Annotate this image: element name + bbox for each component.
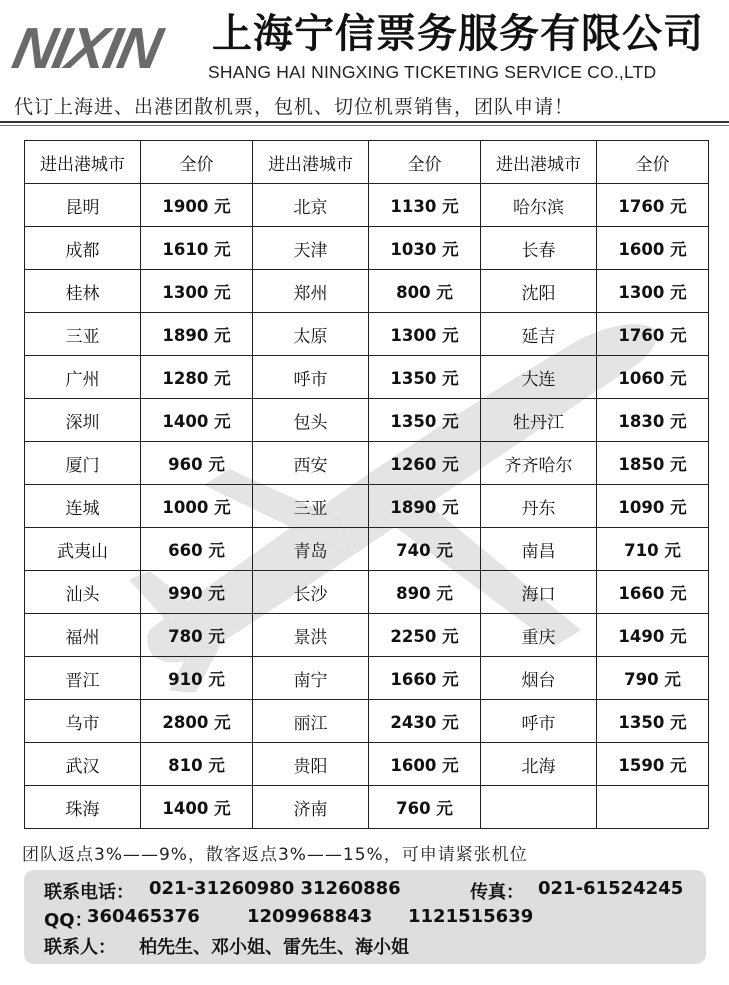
column-header-city-1: 进出港城市 bbox=[25, 141, 141, 184]
price-cell: 960 元 bbox=[141, 442, 253, 485]
company-name-en: SHANG HAI NINGXING TICKETING SERVICE CO.,LTD bbox=[208, 62, 657, 82]
city-cell: 烟台 bbox=[481, 657, 597, 700]
column-header-city-3: 进出港城市 bbox=[481, 141, 597, 184]
qq-number-1: 360465376 bbox=[87, 906, 200, 927]
table-row bbox=[25, 184, 709, 227]
city-cell: 青岛 bbox=[253, 528, 369, 571]
price-cell: 1660 元 bbox=[369, 657, 481, 700]
price-cell: 890 元 bbox=[369, 571, 481, 614]
price-cell: 1890 元 bbox=[141, 313, 253, 356]
qq-number-2: 1209968843 bbox=[247, 906, 373, 927]
price-cell: 710 元 bbox=[597, 528, 709, 571]
price-cell: 1400 元 bbox=[141, 786, 253, 829]
price-cell: 1090 元 bbox=[597, 485, 709, 528]
price-cell: 1890 元 bbox=[369, 485, 481, 528]
city-cell: 牡丹江 bbox=[481, 399, 597, 442]
price-cell: 780 元 bbox=[141, 614, 253, 657]
city-cell: 成都 bbox=[25, 227, 141, 270]
city-cell: 珠海 bbox=[25, 786, 141, 829]
price-cell: 2250 元 bbox=[369, 614, 481, 657]
price-cell: 740 元 bbox=[369, 528, 481, 571]
column-header-price-2: 全价 bbox=[369, 141, 481, 184]
city-cell: 西安 bbox=[253, 442, 369, 485]
table-row bbox=[25, 399, 709, 442]
price-table-body bbox=[25, 184, 709, 829]
contacts-label: 联系人： bbox=[44, 937, 116, 958]
city-cell: 南宁 bbox=[253, 657, 369, 700]
city-cell: 景洪 bbox=[253, 614, 369, 657]
city-cell: 武夷山 bbox=[25, 528, 141, 571]
price-cell: 910 元 bbox=[141, 657, 253, 700]
price-cell: 810 元 bbox=[141, 743, 253, 786]
price-cell: 1130 元 bbox=[369, 184, 481, 227]
city-cell: 广州 bbox=[25, 356, 141, 399]
price-cell: 1660 元 bbox=[597, 571, 709, 614]
city-cell: 包头 bbox=[253, 399, 369, 442]
price-cell: 1600 元 bbox=[597, 227, 709, 270]
table-row bbox=[25, 227, 709, 270]
phone-label: 联系电话： bbox=[44, 882, 134, 903]
column-header-price-3: 全价 bbox=[597, 141, 709, 184]
price-cell bbox=[597, 786, 709, 829]
table-header-row bbox=[25, 141, 709, 184]
city-cell: 长春 bbox=[481, 227, 597, 270]
table-row bbox=[25, 743, 709, 786]
city-cell: 哈尔滨 bbox=[481, 184, 597, 227]
table-row bbox=[25, 485, 709, 528]
price-table bbox=[24, 140, 709, 829]
table-row bbox=[25, 528, 709, 571]
table-row bbox=[25, 270, 709, 313]
company-name-cn: 上海宁信票务服务有限公司 bbox=[212, 11, 704, 57]
city-cell: 南昌 bbox=[481, 528, 597, 571]
city-cell: 昆明 bbox=[25, 184, 141, 227]
price-cell: 790 元 bbox=[597, 657, 709, 700]
column-header-price-1: 全价 bbox=[141, 141, 253, 184]
price-cell: 1350 元 bbox=[369, 399, 481, 442]
table-row bbox=[25, 657, 709, 700]
city-cell: 北海 bbox=[481, 743, 597, 786]
fax-label: 传真： bbox=[470, 882, 524, 903]
table-row bbox=[25, 356, 709, 399]
qq-label: QQ： bbox=[44, 910, 93, 931]
city-cell: 呼市 bbox=[253, 356, 369, 399]
price-cell: 990 元 bbox=[141, 571, 253, 614]
price-cell: 1280 元 bbox=[141, 356, 253, 399]
city-cell: 齐齐哈尔 bbox=[481, 442, 597, 485]
city-cell: 济南 bbox=[253, 786, 369, 829]
city-cell: 汕头 bbox=[25, 571, 141, 614]
price-cell: 1590 元 bbox=[597, 743, 709, 786]
city-cell: 太原 bbox=[253, 313, 369, 356]
price-cell: 660 元 bbox=[141, 528, 253, 571]
city-cell: 丽江 bbox=[253, 700, 369, 743]
price-cell: 2430 元 bbox=[369, 700, 481, 743]
column-header-city-2: 进出港城市 bbox=[253, 141, 369, 184]
city-cell: 三亚 bbox=[25, 313, 141, 356]
price-cell: 1400 元 bbox=[141, 399, 253, 442]
price-cell: 1300 元 bbox=[141, 270, 253, 313]
price-cell: 1030 元 bbox=[369, 227, 481, 270]
price-cell: 1350 元 bbox=[369, 356, 481, 399]
city-cell: 重庆 bbox=[481, 614, 597, 657]
city-cell: 厦门 bbox=[25, 442, 141, 485]
contact-box bbox=[24, 870, 706, 964]
city-cell: 丹东 bbox=[481, 485, 597, 528]
price-cell: 1760 元 bbox=[597, 313, 709, 356]
price-cell: 1830 元 bbox=[597, 399, 709, 442]
header-divider bbox=[0, 121, 729, 123]
price-cell: 1350 元 bbox=[597, 700, 709, 743]
slogan: 代订上海进、出港团散机票，包机、切位机票销售，团队申请！ bbox=[14, 96, 575, 118]
city-cell: 海口 bbox=[481, 571, 597, 614]
city-cell: 桂林 bbox=[25, 270, 141, 313]
price-cell: 760 元 bbox=[369, 786, 481, 829]
city-cell: 延吉 bbox=[481, 313, 597, 356]
qq-number-3: 1121515639 bbox=[408, 906, 534, 927]
table-row bbox=[25, 786, 709, 829]
fax-number: 021-61524245 bbox=[538, 878, 684, 899]
company-logo: NIXIN bbox=[7, 16, 166, 81]
header-divider-thin bbox=[0, 125, 729, 126]
city-cell: 乌市 bbox=[25, 700, 141, 743]
price-cell: 1060 元 bbox=[597, 356, 709, 399]
city-cell: 大连 bbox=[481, 356, 597, 399]
price-cell: 1490 元 bbox=[597, 614, 709, 657]
phone-numbers: 021-31260980 31260886 bbox=[149, 878, 401, 899]
price-cell: 1900 元 bbox=[141, 184, 253, 227]
price-cell: 1300 元 bbox=[597, 270, 709, 313]
city-cell: 贵阳 bbox=[253, 743, 369, 786]
city-cell: 呼市 bbox=[481, 700, 597, 743]
table-row bbox=[25, 614, 709, 657]
city-cell bbox=[481, 786, 597, 829]
contacts-names: 柏先生、邓小姐、雷先生、海小姐 bbox=[139, 937, 409, 958]
city-cell: 长沙 bbox=[253, 571, 369, 614]
city-cell: 深圳 bbox=[25, 399, 141, 442]
price-cell: 800 元 bbox=[369, 270, 481, 313]
table-row bbox=[25, 442, 709, 485]
rebate-note: 团队返点3%——9%，散客返点3%——15%，可申请紧张机位 bbox=[22, 845, 528, 865]
price-cell: 1610 元 bbox=[141, 227, 253, 270]
price-cell: 1600 元 bbox=[369, 743, 481, 786]
table-row bbox=[25, 313, 709, 356]
price-cell: 1760 元 bbox=[597, 184, 709, 227]
city-cell: 连城 bbox=[25, 485, 141, 528]
city-cell: 沈阳 bbox=[481, 270, 597, 313]
table-row bbox=[25, 700, 709, 743]
price-cell: 1000 元 bbox=[141, 485, 253, 528]
price-cell: 1260 元 bbox=[369, 442, 481, 485]
city-cell: 郑州 bbox=[253, 270, 369, 313]
price-cell: 2800 元 bbox=[141, 700, 253, 743]
city-cell: 晋江 bbox=[25, 657, 141, 700]
city-cell: 武汉 bbox=[25, 743, 141, 786]
city-cell: 福州 bbox=[25, 614, 141, 657]
city-cell: 三亚 bbox=[253, 485, 369, 528]
table-row bbox=[25, 571, 709, 614]
city-cell: 北京 bbox=[253, 184, 369, 227]
price-cell: 1300 元 bbox=[369, 313, 481, 356]
price-cell: 1850 元 bbox=[597, 442, 709, 485]
city-cell: 天津 bbox=[253, 227, 369, 270]
